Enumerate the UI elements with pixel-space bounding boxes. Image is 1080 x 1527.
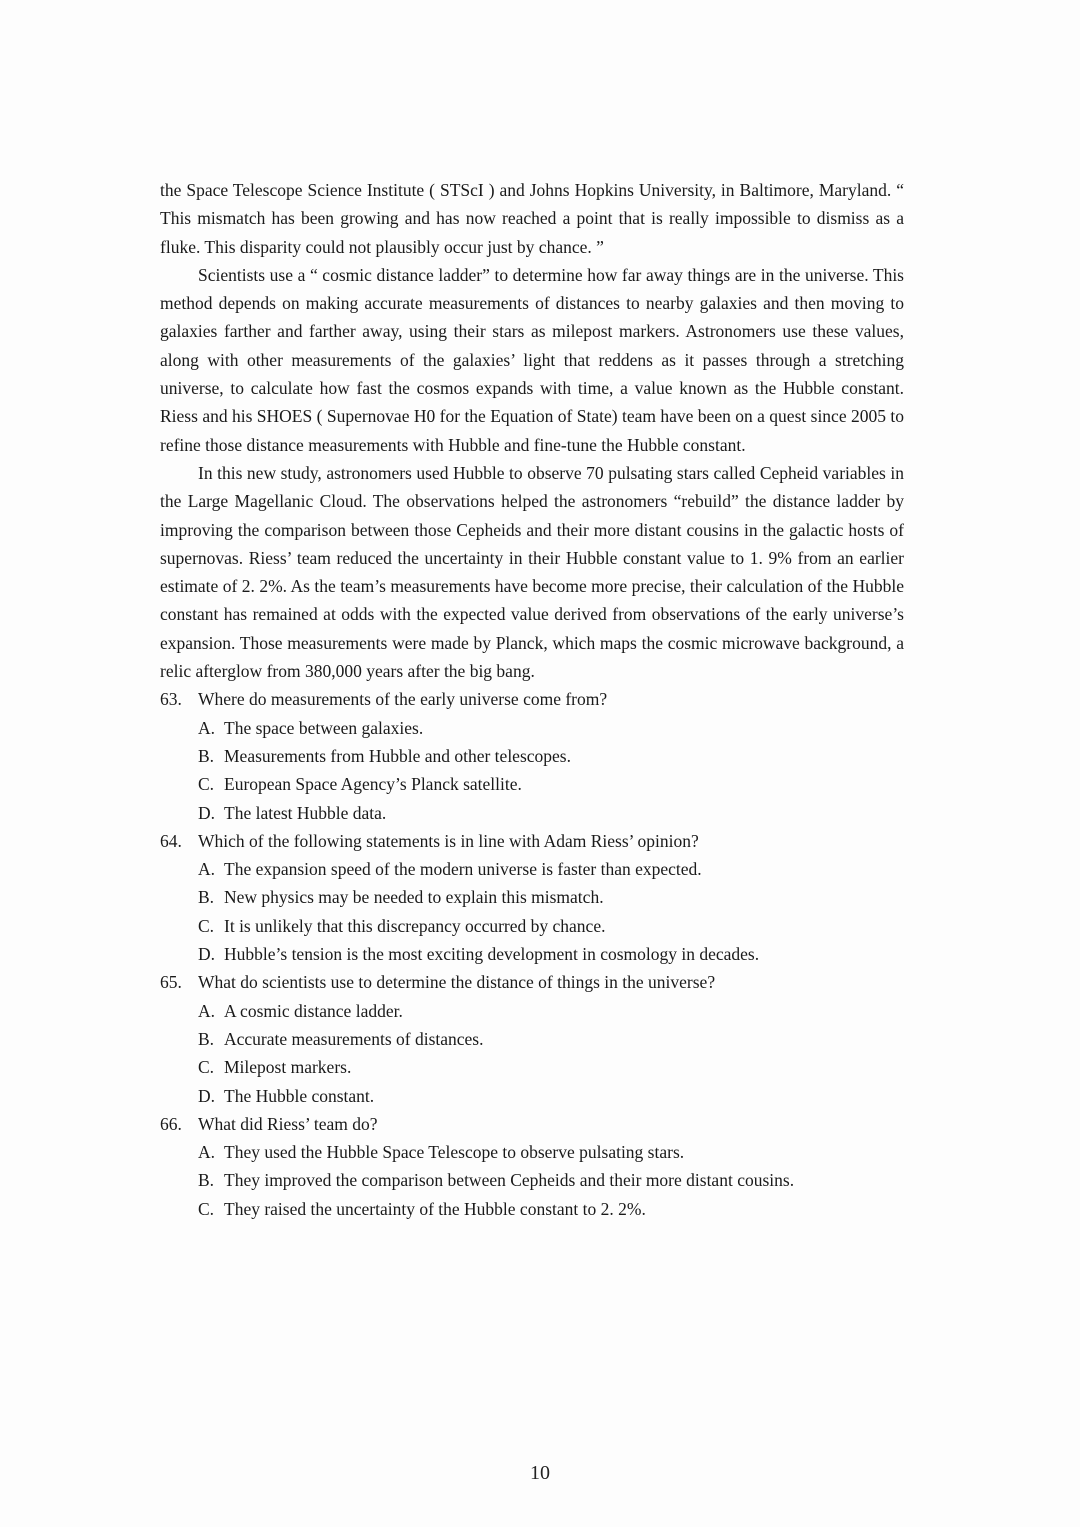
- option-letter: D.: [198, 944, 216, 965]
- option-letter: B.: [198, 1170, 215, 1191]
- option-a: [198, 714, 904, 742]
- answer-options: [160, 997, 904, 1110]
- option-d: [198, 799, 904, 827]
- questions: [160, 685, 904, 1223]
- question-number: 65.: [160, 972, 182, 993]
- option-letter: D.: [198, 1085, 216, 1106]
- question-text: What did Riess’ team do?: [198, 1113, 378, 1134]
- option-text: Measurements from Hubble and other telescopes.: [224, 745, 571, 766]
- option-letter: C.: [198, 915, 215, 936]
- option-d: [198, 1082, 904, 1110]
- option-b: [198, 742, 904, 770]
- option-text: The latest Hubble data.: [224, 802, 387, 823]
- question-stem: [160, 827, 904, 855]
- option-text: Milepost markers.: [224, 1057, 352, 1078]
- answer-options: [160, 1138, 904, 1223]
- passage-paragraph-3: In this new study, astronomers used Hubble to observe 70 pulsating stars called Cepheid variables in the Large Magellanic Cloud. The observations helped the astronomers “rebuild” the distance ladder by improving the comparison between those Cepheids and their more distant cousins in the galactic hosts of supernovas. Riess’ team reduced the uncertainty in their Hubble constant value to 1. 9% from an earlier estimate of 2. 2%. As the team’s measurements have become more precise, their calculation of the Hubble constant has remained at odds with the expected value derived from observations of the early universe’s expansion. Those measurements were made by Planck, which maps the cosmic microwave background, a relic afterglow from 380,000 years after the big bang.: [160, 462, 904, 682]
- answer-options: [160, 714, 904, 827]
- option-text: New physics may be needed to explain this mismatch.: [224, 887, 604, 908]
- option-c: [198, 912, 904, 940]
- option-c: [198, 1053, 904, 1081]
- passage-paragraph-1: the Space Telescope Science Institute ( STScI ) and Johns Hopkins University, in Baltimore, Maryland. “ This mismatch has been growing and has now reached a point that is really impossible to dismiss as a fluke. This disparity could not plausibly occur just by chance. ”: [160, 180, 904, 257]
- option-text: Accurate measurements of distances.: [224, 1028, 484, 1049]
- question-stem: [160, 1110, 904, 1138]
- option-text: European Space Agency’s Planck satellite.: [224, 774, 522, 795]
- option-letter: A.: [198, 717, 216, 738]
- option-letter: C.: [198, 1057, 215, 1078]
- option-letter: C.: [198, 774, 215, 795]
- page-number: 10: [530, 1462, 550, 1484]
- option-a: [198, 1138, 904, 1166]
- question-text: Which of the following statements is in line with Adam Riess’ opinion?: [198, 830, 699, 851]
- option-text: The expansion speed of the modern universe is faster than expected.: [224, 859, 702, 880]
- option-text: Hubble’s tension is the most exciting development in cosmology in decades.: [224, 944, 760, 965]
- option-letter: A.: [198, 859, 216, 880]
- question-number: 63.: [160, 689, 182, 710]
- option-letter: A.: [198, 1142, 216, 1163]
- passage-paragraph-2: Scientists use a “ cosmic distance ladder” to determine how far away things are in the universe. This method depends on making accurate measurements of distances to nearby galaxies and then moving to galaxies farther and farther away, using their stars as milepost markers. Astronomers use these values, along with other measurements of the galaxies’ light that reddens as it passes through a stretching universe, to calculate how fast the cosmos expands with time, a value known as the Hubble constant. Riess and his SHOES ( Supernovae H0 for the Equation of State) team have been on a quest since 2005 to refine those distance measurements with Hubble and fine-tune the Hubble constant.: [160, 264, 904, 455]
- option-text: They used the Hubble Space Telescope to observe pulsating stars.: [224, 1142, 685, 1163]
- option-text: The Hubble constant.: [224, 1085, 375, 1106]
- option-c: [198, 770, 904, 798]
- option-a: [198, 997, 904, 1025]
- option-b: [198, 883, 904, 911]
- passage: [160, 176, 904, 685]
- question-stem: [160, 968, 904, 996]
- option-text: They improved the comparison between Cepheids and their more distant cousins.: [224, 1170, 795, 1191]
- question-63: [160, 685, 904, 826]
- option-text: A cosmic distance ladder.: [224, 1000, 403, 1021]
- option-letter: B.: [198, 887, 215, 908]
- option-c: [198, 1195, 904, 1223]
- option-d: [198, 940, 904, 968]
- option-letter: D.: [198, 802, 216, 823]
- option-text: It is unlikely that this discrepancy occurred by chance.: [224, 915, 606, 936]
- answer-options: [160, 855, 904, 968]
- option-letter: B.: [198, 745, 215, 766]
- option-b: [198, 1166, 904, 1194]
- question-text: What do scientists use to determine the distance of things in the universe?: [198, 972, 716, 993]
- option-letter: C.: [198, 1198, 215, 1219]
- option-b: [198, 1025, 904, 1053]
- option-a: [198, 855, 904, 883]
- question-number: 66.: [160, 1113, 182, 1134]
- option-letter: B.: [198, 1028, 215, 1049]
- question-number: 64.: [160, 830, 182, 851]
- question-stem: [160, 685, 904, 713]
- option-text: The space between galaxies.: [224, 717, 424, 738]
- option-text: They raised the uncertainty of the Hubble constant to 2. 2%.: [224, 1198, 646, 1219]
- page-content: [160, 176, 904, 1223]
- question-text: Where do measurements of the early universe come from?: [198, 689, 608, 710]
- question-64: [160, 827, 904, 968]
- question-65: [160, 968, 904, 1109]
- question-66: [160, 1110, 904, 1223]
- option-letter: A.: [198, 1000, 216, 1021]
